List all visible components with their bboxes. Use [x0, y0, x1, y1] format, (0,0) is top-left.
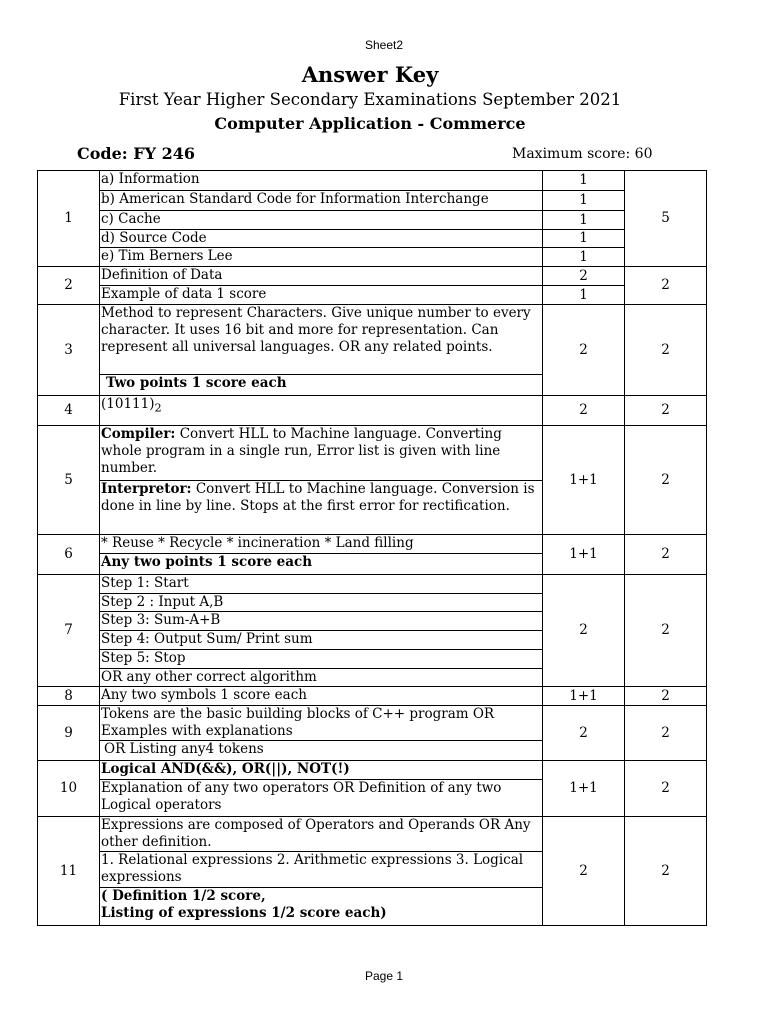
answer-text [100, 426, 543, 481]
answer-text: Definition of Data [100, 267, 543, 286]
answer-text: a) Information [100, 171, 543, 191]
answer-score: 1+1 [543, 535, 625, 575]
answer-score: 1 [543, 211, 625, 230]
answer-text: Explanation of any two operators OR Definition of any two Logical operators [100, 780, 543, 817]
question-total: 2 [625, 426, 707, 535]
answer-score: 2 [543, 267, 625, 286]
question-total: 2 [625, 817, 707, 926]
term-compiler: Compiler: [101, 426, 176, 442]
answer-text: Logical AND(&&), OR(||), NOT(!) [100, 761, 543, 780]
exam-code: Code: FY 246 [77, 144, 195, 163]
question-number: 8 [38, 687, 100, 706]
answer-text: Expressions are composed of Operators and Operands OR Any other definition. [100, 817, 543, 852]
algorithm-step: Step 3: Sum-A+B [100, 612, 543, 631]
answer-text: b) American Standard Code for Information Interchange [100, 191, 543, 211]
answer-score: 2 [543, 706, 625, 761]
table-row [38, 817, 707, 852]
table-row [38, 426, 707, 481]
question-total: 5 [625, 171, 707, 267]
question-number: 1 [38, 171, 100, 267]
answer-text: OR Listing any4 tokens [100, 741, 543, 761]
scoring-note: Two points 1 score each [100, 375, 543, 396]
answer-score: 2 [543, 575, 625, 687]
answer-text [100, 396, 543, 426]
algorithm-step: Step 2 : Input A,B [100, 594, 543, 612]
exam-subtitle: First Year Higher Secondary Examinations September 2021 [118, 90, 622, 109]
question-total: 2 [625, 706, 707, 761]
answer-score: 1 [543, 248, 625, 267]
question-number: 3 [38, 305, 100, 396]
scoring-note: Any two points 1 score each [100, 554, 543, 575]
table-row [38, 171, 707, 191]
table-row [38, 396, 707, 426]
algorithm-step: Step 4: Output Sum/ Print sum [100, 631, 543, 650]
answer-text: Tokens are the basic building blocks of C++ program OR Examples with explanations [100, 706, 543, 741]
table-row [38, 687, 707, 706]
maximum-score: Maximum score: 60 [512, 146, 653, 162]
algorithm-step: Step 1: Start [100, 575, 543, 594]
answer-score: 2 [543, 396, 625, 426]
table-row [38, 230, 707, 248]
subject-heading: Computer Application - Commerce [214, 114, 526, 133]
question-number: 10 [38, 761, 100, 817]
answer-text: * Reuse * Recycle * incineration * Land filling [100, 535, 543, 554]
answer-text: d) Source Code [100, 230, 543, 248]
answer-score: 1+1 [543, 687, 625, 706]
question-total: 2 [625, 687, 707, 706]
algorithm-step: Step 5: Stop [100, 650, 543, 669]
question-number: 11 [38, 817, 100, 926]
table-row [38, 267, 707, 286]
scoring-note [100, 888, 543, 926]
question-number: 6 [38, 535, 100, 575]
answer-score: 2 [543, 817, 625, 926]
question-total: 2 [625, 267, 707, 305]
term-definition: Convert HLL to Machine language. Converting whole program in a single run, Error list is given with line number. [101, 426, 502, 476]
answer-text: 1. Relational expressions 2. Arithmetic expressions 3. Logical expressions [100, 852, 543, 888]
table-row [38, 535, 707, 554]
question-total: 2 [625, 535, 707, 575]
answer-text: Example of data 1 score [100, 286, 543, 305]
answer-score: 1+1 [543, 426, 625, 535]
answer-score: 2 [543, 305, 625, 396]
sheet-name: Sheet2 [364, 38, 404, 52]
answer-text: c) Cache [100, 211, 543, 230]
table-row [38, 211, 707, 230]
answer-score: 1 [543, 286, 625, 305]
document-title: Answer Key [301, 62, 439, 87]
question-number: 7 [38, 575, 100, 687]
answer-score: 1 [543, 171, 625, 191]
term-interpreter: Interpretor: [101, 481, 192, 497]
answer-score: 1+1 [543, 761, 625, 817]
scoring-note-line1: ( Definition 1/2 score, [101, 888, 266, 904]
table-row [38, 706, 707, 741]
answer-key-table [37, 170, 707, 926]
question-number: 9 [38, 706, 100, 761]
table-row [38, 248, 707, 267]
table-row [38, 305, 707, 375]
answer-score: 1 [543, 191, 625, 211]
table-row [38, 191, 707, 211]
question-total: 2 [625, 761, 707, 817]
page-number: Page 1 [364, 969, 404, 983]
table-row [38, 575, 707, 594]
binary-base: 2 [154, 401, 162, 415]
question-total: 2 [625, 575, 707, 687]
question-number: 2 [38, 267, 100, 305]
scoring-note-line2: Listing of expressions 1/2 score each) [101, 905, 387, 921]
answer-text [100, 481, 543, 535]
question-number: 5 [38, 426, 100, 535]
question-number: 4 [38, 396, 100, 426]
answer-text: Method to represent Characters. Give unique number to every character. It uses 16 bit and more for representation. Can represent all universal languages. OR any related points. [100, 305, 543, 375]
answer-text: Any two symbols 1 score each [100, 687, 543, 706]
binary-value: (10111) [101, 396, 155, 412]
answer-score: 1 [543, 230, 625, 248]
table-row [38, 286, 707, 305]
answer-text: e) Tim Berners Lee [100, 248, 543, 267]
term-definition: Convert HLL to Machine language. Conversion is done in line by line. Stops at the first error for rectification. [101, 481, 535, 514]
question-total: 2 [625, 396, 707, 426]
question-total: 2 [625, 305, 707, 396]
algorithm-step: OR any other correct algorithm [100, 669, 543, 687]
table-row [38, 761, 707, 780]
